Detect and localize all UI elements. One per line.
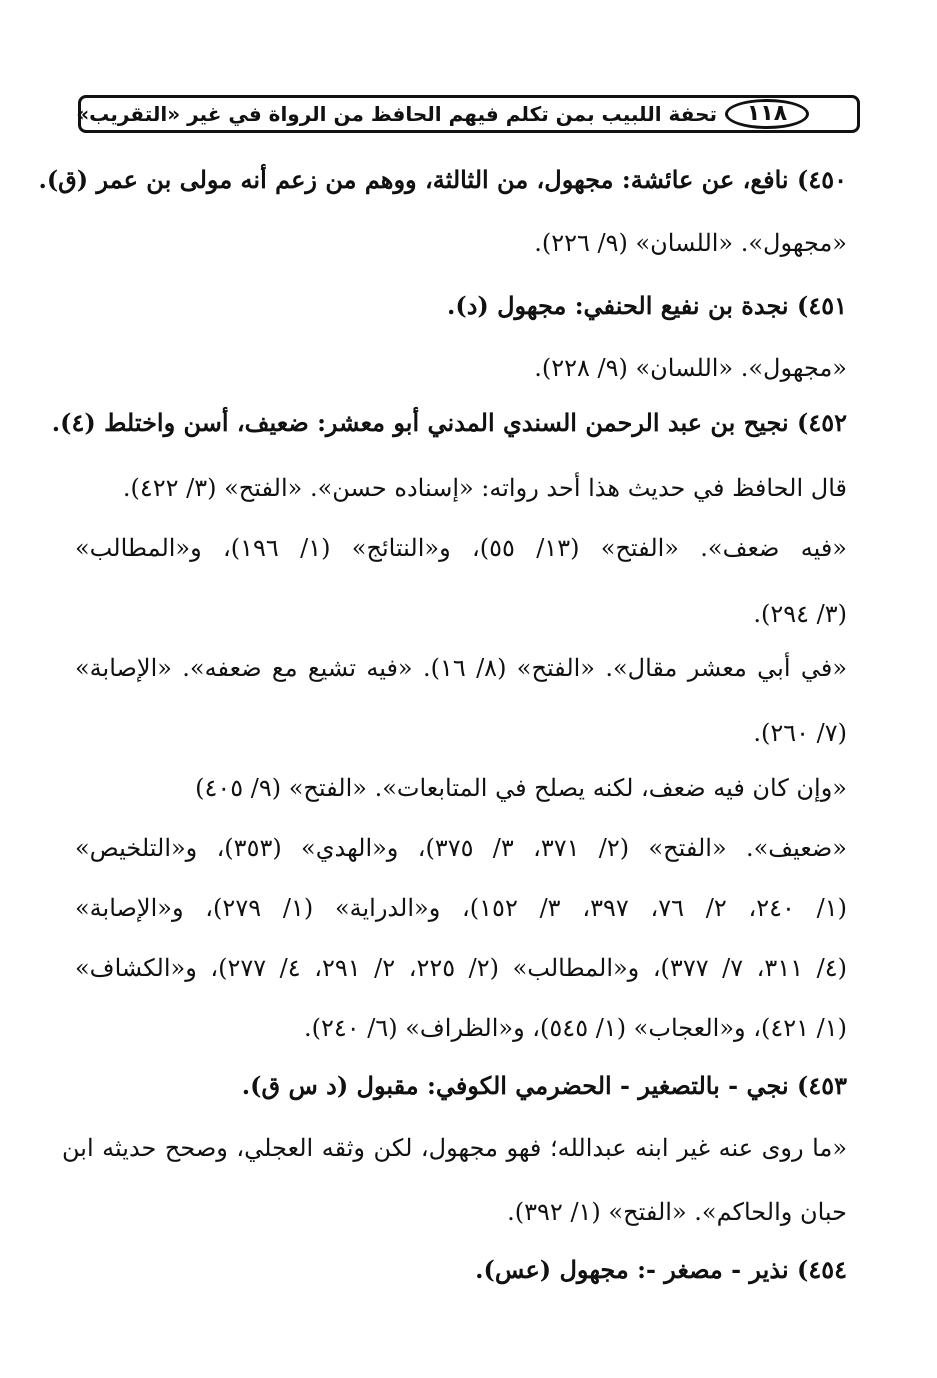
entry-450-note: «مجهول». «اللسان» (٩/ ٢٢٦). [534,229,847,257]
entry-451-note: «مجهول». «اللسان» (٩/ ٢٢٨). [534,354,847,382]
running-header [78,95,860,133]
entry-452: ٤٥٢) نجيح بن عبد الرحمن السندي المدني أبو معشر: ضعيف، أسن واختلط (٤). [51,408,847,437]
entry-452-note-5-cont-1: (١/ ٢٤٠، ٢/ ٧٦، ٣٩٧، ٣/ ١٥٢)، و«الدراية» (١/ ٢٧٩)، و«الإصابة» [75,894,848,922]
entry-452-note-4: «وإن كان فيه ضعف، لكنه يصلح في المتابعات». «الفتح» (٩/ ٤٠٥) [195,774,847,802]
book-title: تحفة اللبيب بمن تكلم فيهم الحافظ من الرواة في غير «التقريب» [76,102,717,126]
entry-451: ٤٥١) نجدة بن نفيع الحنفي: مجهول (د). [446,291,847,320]
entry-452-note-2: «فيه ضعف». «الفتح» (١٣/ ٥٥)، و«النتائج» (١/ ١٩٦)، و«المطالب» [75,534,847,562]
entry-452-note-1: قال الحافظ في حديث هذا أحد رواته: «إسناده حسن». «الفتح» (٣/ ٤٢٢). [122,474,847,502]
entry-452-note-3: «في أبي معشر مقال». «الفتح» (٨/ ١٦). «فيه تشيع مع ضعفه». «الإصابة» [75,654,848,682]
entry-453-note: «ما روى عنه غير ابنه عبدالله؛ فهو مجهول، لكن وثقه العجلي، وصحح حديثه ابن [62,1134,847,1162]
entry-453: ٤٥٣) نجي - بالتصغير - الحضرمي الكوفي: مقبول (د س ق). [241,1071,847,1100]
entry-452-note-5-cont-3: (١/ ٤٢١)، و«العجاب» (١/ ٥٤٥)، و«الظراف» (٦/ ٢٤٠). [303,1014,847,1042]
page-number: ١١٨ [725,99,809,129]
entry-452-note-2-cont: (٣/ ٢٩٤). [753,600,847,628]
entry-452-note-3-cont: (٧/ ٢٦٠). [753,719,847,747]
entry-452-note-5-cont-2: (٤/ ٣١١، ٧/ ٣٧٧)، و«المطالب» (٢/ ٢٢٥، ٢/ ٢٩١، ٤/ ٢٧٧)، و«الكشاف» [75,954,847,982]
entry-452-note-5: «ضعيف». «الفتح» (٢/ ٣٧١، ٣/ ٣٧٥)، و«الهدي» (٣٥٣)، و«التلخيص» [75,834,847,862]
entry-450: ٤٥٠) نافع، عن عائشة: مجهول، من الثالثة، ووهم من زعم أنه مولى بن عمر (ق). [38,165,847,194]
entry-453-note-cont: حبان والحاكم». «الفتح» (١/ ٣٩٢). [507,1198,847,1226]
entry-454: ٤٥٤) نذير - مصغر -: مجهول (عس). [475,1255,847,1284]
